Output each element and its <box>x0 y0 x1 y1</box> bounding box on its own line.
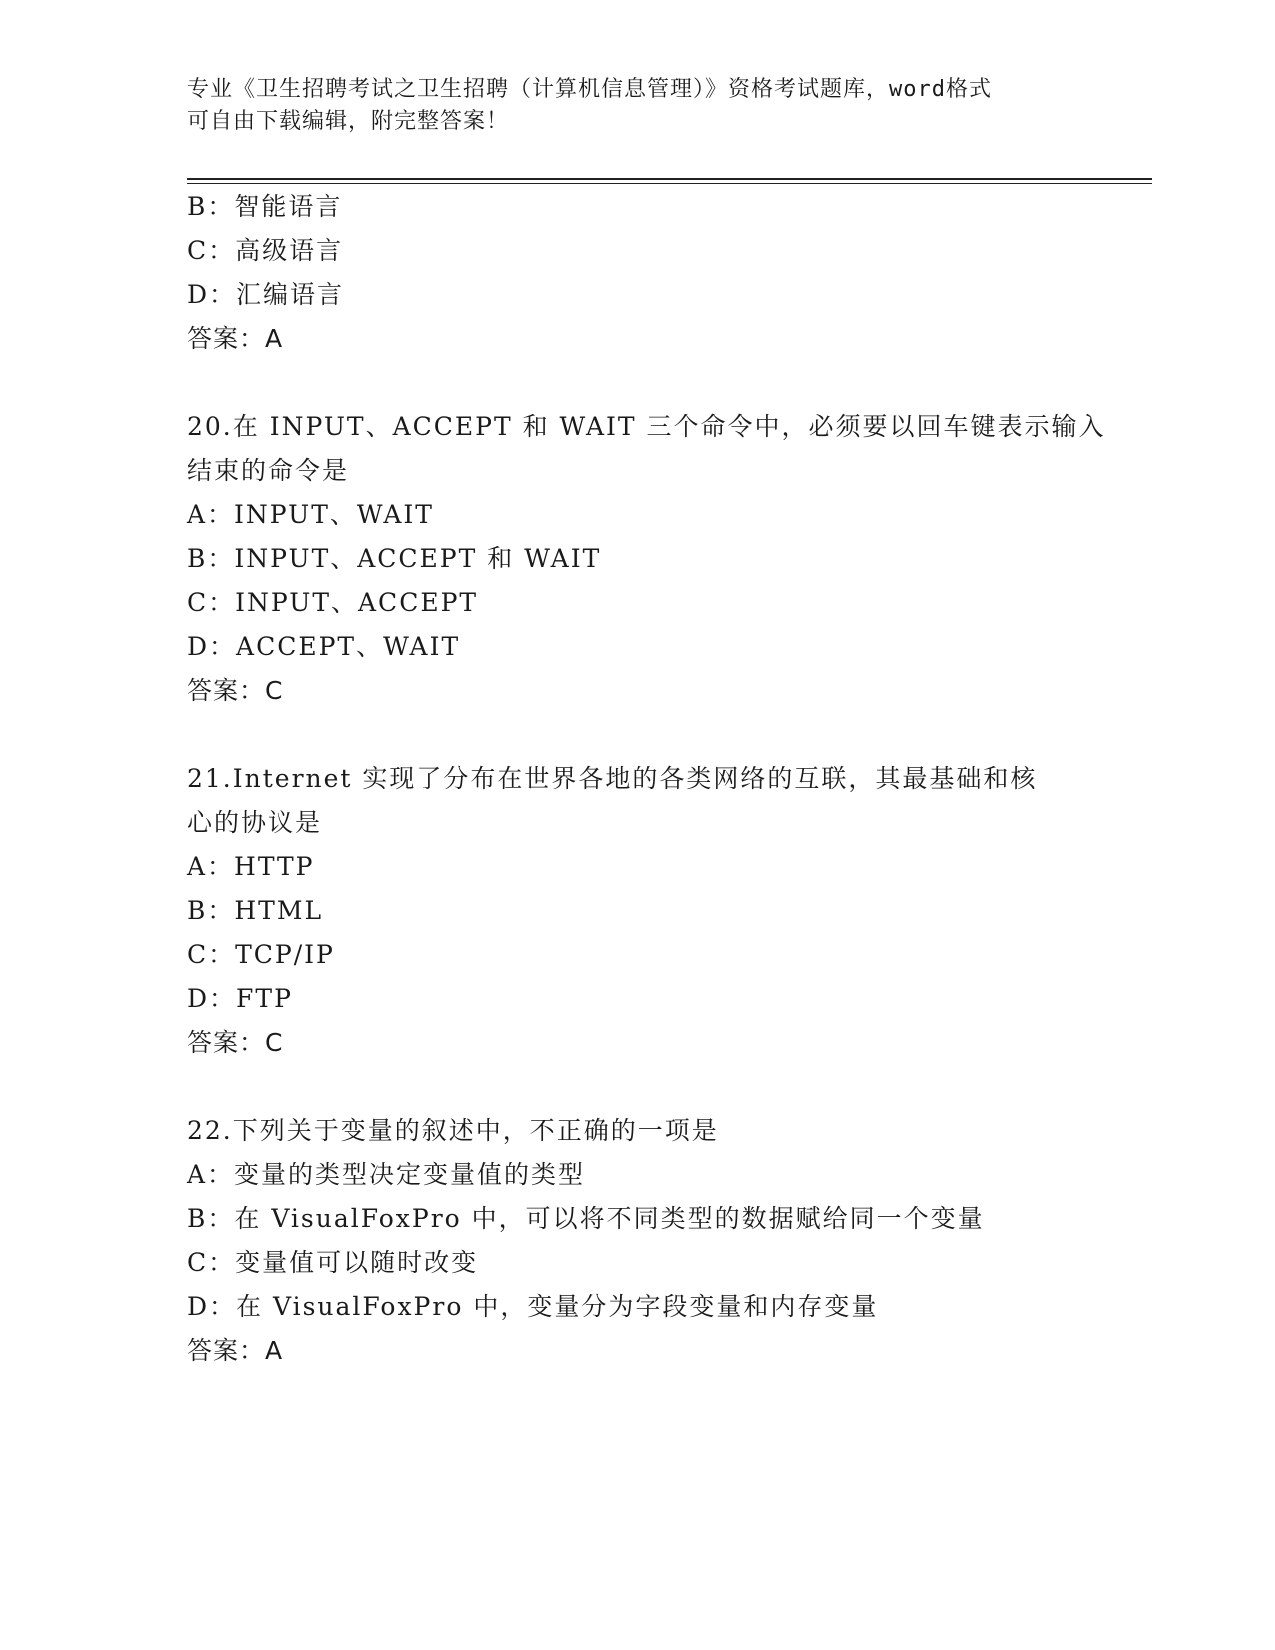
q19-option-c: C：高级语言 <box>187 236 344 265</box>
q19-answer: 答案：A <box>187 324 284 353</box>
q21-option-b: B：HTML <box>187 896 324 925</box>
q19-option-b: B：智能语言 <box>187 192 343 221</box>
q21-answer: 答案：C <box>187 1028 284 1057</box>
header-divider-thin <box>187 183 1152 184</box>
q20-option-d: D：ACCEPT、WAIT <box>187 632 461 661</box>
q22-option-d: D：在 VisualFoxPro 中，变量分为字段变量和内存变量 <box>187 1292 879 1321</box>
q21-option-d: D：FTP <box>187 984 293 1013</box>
q22-option-c: C：变量值可以随时改变 <box>187 1248 479 1277</box>
q22-option-a: A：变量的类型决定变量值的类型 <box>187 1160 586 1189</box>
q19-option-d: D：汇编语言 <box>187 280 345 309</box>
q21-stem-line-1: 21.Internet 实现了分布在世界各地的各类网络的互联，其最基础和核 <box>187 764 1038 793</box>
q20-option-b: B：INPUT、ACCEPT 和 WAIT <box>187 544 602 573</box>
q21-option-c: C：TCP/IP <box>187 940 335 969</box>
q20-stem-line-1: 20.在 INPUT、ACCEPT 和 WAIT 三个命令中，必须要以回车键表示输入 <box>187 412 1106 441</box>
q21-option-a: A：HTTP <box>187 852 315 881</box>
q20-stem-line-2: 结束的命令是 <box>187 456 350 485</box>
header-divider-thick <box>187 178 1152 180</box>
q21-stem-line-2: 心的协议是 <box>187 808 323 837</box>
header-line-2: 可自由下载编辑，附完整答案！ <box>187 109 510 134</box>
q22-option-b: B：在 VisualFoxPro 中，可以将不同类型的数据赋给同一个变量 <box>187 1204 985 1233</box>
q20-option-a: A：INPUT、WAIT <box>187 500 434 529</box>
q22-stem-line-1: 22.下列关于变量的叙述中，不正确的一项是 <box>187 1116 719 1145</box>
document-header <box>187 74 1087 138</box>
q22-answer: 答案：A <box>187 1336 284 1365</box>
header-line-1: 专业《卫生招聘考试之卫生招聘（计算机信息管理）》资格考试题库，word格式 <box>187 77 992 102</box>
q20-answer: 答案：C <box>187 676 284 705</box>
q20-option-c: C：INPUT、ACCEPT <box>187 588 479 617</box>
